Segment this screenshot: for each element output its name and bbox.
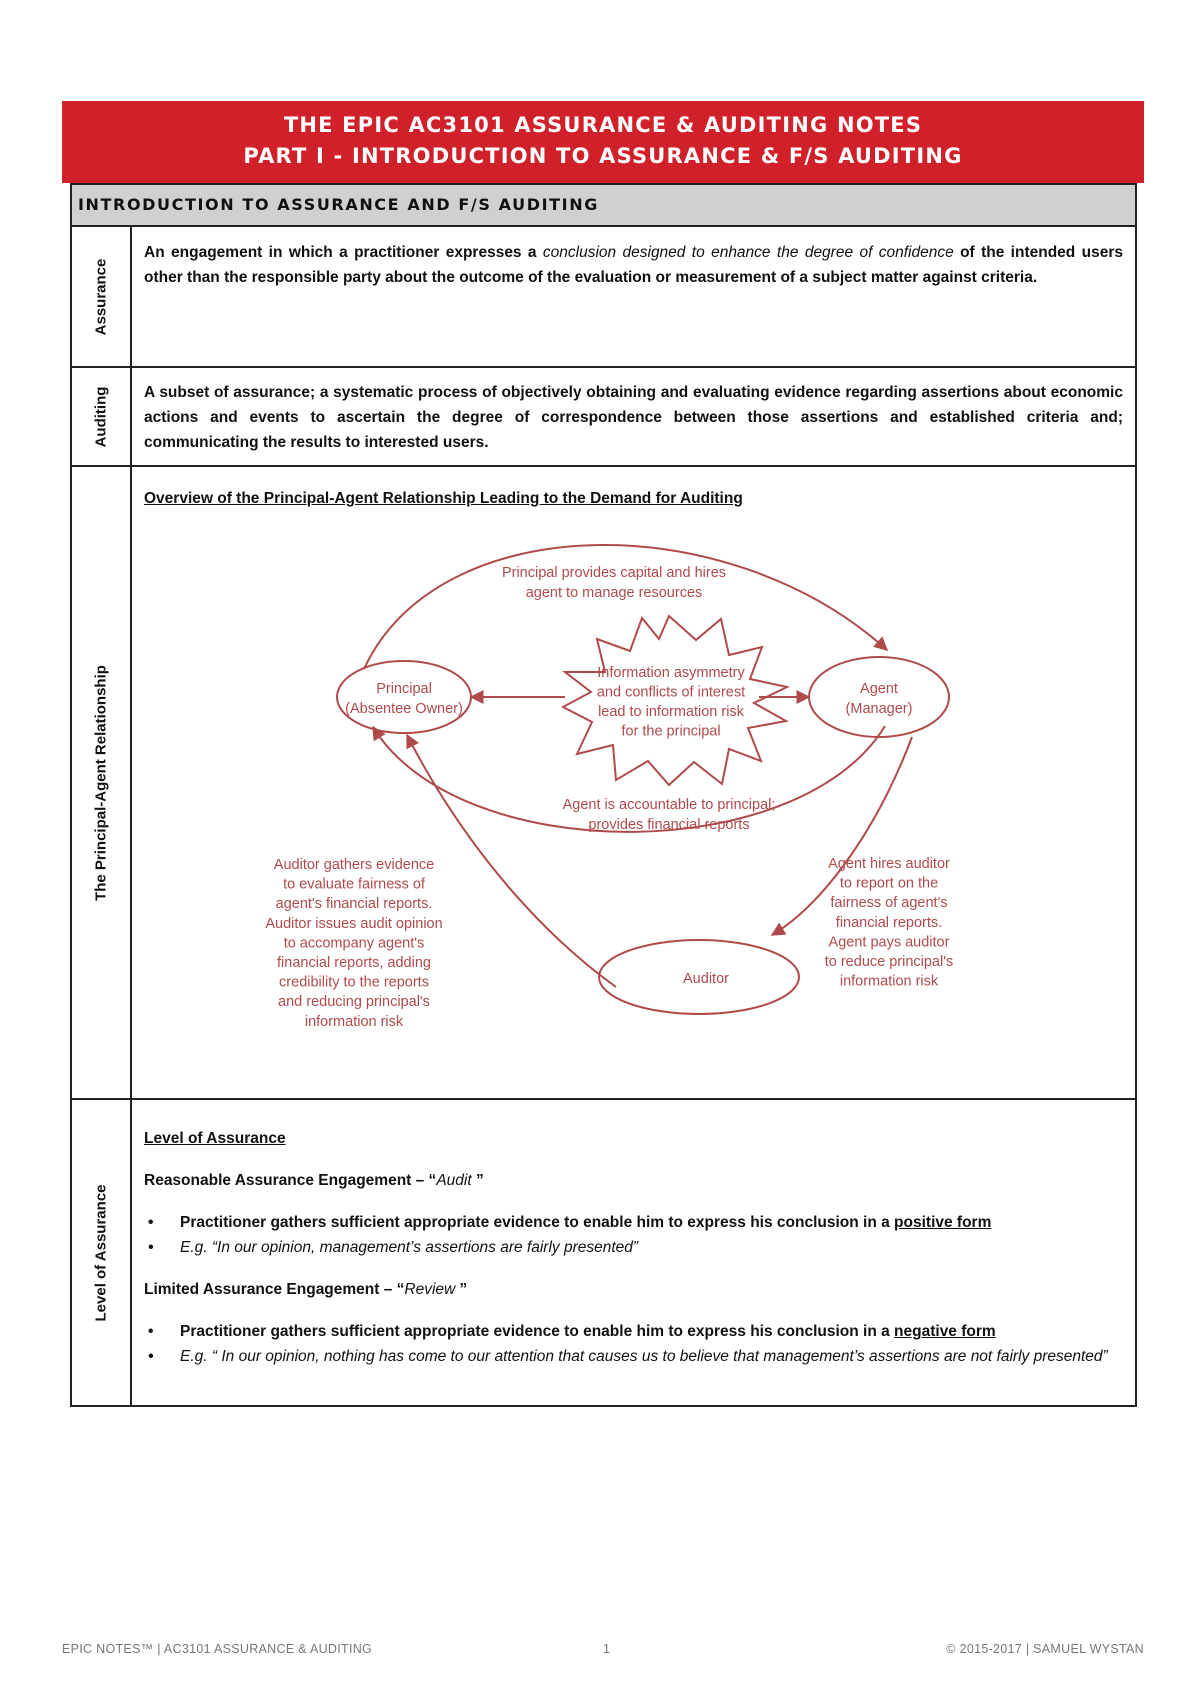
definition-text: An engagement in which a practitioner expresses a [144,244,543,261]
diagram-note-left: information risk [304,1013,404,1030]
title-text: Limited Assurance Engagement – “ [144,1281,405,1298]
diagram-note-right: fairness of agent's [830,895,948,912]
assurance-definition [132,227,1135,366]
agent-label: (Manager) [845,701,913,717]
row-label-assurance: Assurance [92,258,110,335]
page-number: 1 [603,1642,611,1656]
title-tag: Review [404,1281,456,1298]
auditing-definition: A subset of assurance; a systematic process of objectively obtaining and evaluating evidence regarding assertions about economic actions and events to ascertain the degree of correspondence between those assertions and established criteria and; communicating the results to interested users. [144,384,1123,451]
title-line-2: PART I - INTRODUCTION TO ASSURANCE & F/S AUDITING [243,144,963,168]
row-label-cell [72,227,132,366]
diagram-note-left: Auditor gathers evidence [273,857,435,873]
row-auditing [72,368,1135,467]
definition-text: of the intended users other than the responsible party about the outcome of the evaluation or measurement of a subject matter against criteria. [144,244,1123,286]
row-label-auditing: Auditing [92,386,110,447]
definition-emphasis: conclusion designed to enhance the degree of confidence [542,244,954,261]
limited-title [144,1277,1123,1302]
footer-left: EPIC NOTES™ | AC3101 ASSURANCE & AUDITING [62,1642,373,1656]
list-item: • E.g. “ In our opinion, nothing has come to our attention that causes us to believe that management’s assertions are not fairly presented” [144,1344,1123,1369]
diagram-note-right: to reduce principal's [824,954,954,970]
diagram-note-star: lead to information risk [598,704,744,720]
diagram-note-top: Principal provides capital and hires [501,565,727,581]
principal-label: (Absentee Owner) [345,701,463,717]
diagram-note-middle: provides financial reports [588,817,750,833]
title-text: Reasonable Assurance Engagement – “ [144,1172,437,1189]
title-line-1: THE EPIC AC3101 ASSURANCE & AUDITING NOTES [283,113,923,137]
diagram-note-left: and reducing principal's [278,994,430,1011]
diagram-note-left: agent's financial reports. [275,896,433,913]
level-heading: Level of Assurance [144,1130,286,1147]
arrow-auditor-to-principal [407,735,616,987]
agent-label: Agent [860,681,898,697]
diagram-note-left: financial reports, adding [277,955,431,971]
row-label-cell [72,467,132,1098]
reasonable-title [144,1168,1123,1193]
diagram-note-top: agent to manage resources [525,585,703,601]
notes-table [70,183,1137,1407]
bullet-text: Practitioner gathers sufficient appropriate evidence to enable him to express his conclusion in a [180,1214,895,1231]
reasonable-bullets [144,1210,1123,1260]
bullet-form: positive form [894,1214,992,1231]
diagram-note-star: for the principal [621,723,721,740]
row-level-of-assurance [72,1100,1135,1405]
diagram-note-left: to evaluate fairness of [283,876,425,893]
diagram-note-right: to report on the [839,875,939,892]
document-title-banner [62,101,1144,183]
diagram-note-left: Auditor issues audit opinion [265,915,443,932]
principal-node [337,661,471,733]
row-principal-agent [72,467,1135,1100]
diagram-note-middle: Agent is accountable to principal; [562,797,776,813]
list-item [144,1319,1123,1344]
principal-agent-diagram [259,517,1009,1072]
row-label-cell [72,1100,132,1405]
row-label-level: Level of Assurance [92,1184,110,1321]
list-item: • E.g. “In our opinion, management’s assertions are fairly presented” [144,1235,1123,1260]
page-footer [62,1642,1144,1662]
diagram-note-star: Information asymmetry [597,665,745,681]
list-item [144,1210,1123,1235]
diagram-note-left: to accompany agent's [283,935,425,952]
diagram-note-right: financial reports. [835,914,943,931]
limited-bullets [144,1319,1123,1369]
agent-node [809,657,949,737]
diagram-note-star: and conflicts of interest [596,684,746,701]
title-tag: Audit [436,1172,472,1189]
diagram-note-right: information risk [839,973,939,990]
title-close: ” [455,1281,468,1298]
diagram-note-right: Agent pays auditor [828,934,950,951]
principal-agent-content [132,467,1135,1098]
auditor-label: Auditor [683,971,729,987]
diagram-note-right: Agent hires auditor [828,856,950,872]
bullet-form: negative form [894,1323,996,1340]
principal-label: Principal [376,681,432,697]
row-assurance [72,227,1135,368]
level-content [132,1100,1135,1405]
star-shape [563,616,787,785]
row-label-cell [72,368,132,465]
arrow-agent-to-principal [373,723,885,832]
diagram-note-left: credibility to the reports [279,974,429,991]
diagram-heading: Overview of the Principal-Agent Relationship Leading to the Demand for Auditing [144,490,743,507]
row-label-principal-agent: The Principal-Agent Relationship [92,664,110,901]
footer-right: © 2015-2017 | SAMUEL WYSTAN [946,1642,1144,1656]
bullet-text: Practitioner gathers sufficient appropriate evidence to enable him to express his conclusion in a [180,1323,895,1340]
title-close: ” [471,1172,484,1189]
section-header: INTRODUCTION TO ASSURANCE AND F/S AUDITING [72,185,1135,227]
